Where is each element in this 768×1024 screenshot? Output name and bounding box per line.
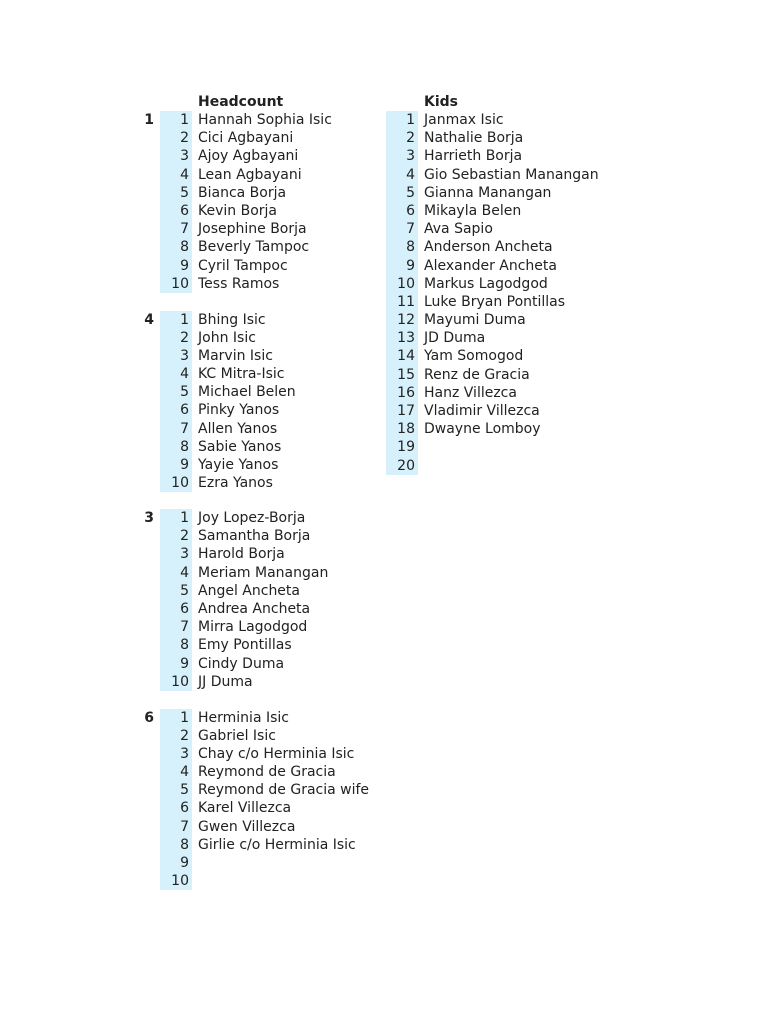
table-row	[0, 329, 768, 347]
row-number: 8	[386, 238, 418, 256]
group-number: 1	[144, 112, 154, 128]
kid-name: Janmax Isic	[424, 112, 504, 128]
table-row	[0, 763, 768, 781]
table-row	[0, 655, 768, 673]
kid-name: Mikayla Belen	[424, 202, 522, 219]
table-row	[0, 384, 768, 402]
kid-name: Alexander Ancheta	[424, 257, 557, 274]
row-number: 19	[386, 438, 418, 456]
table-row	[0, 836, 768, 854]
person-name: Reymond de Gracia wife	[198, 782, 370, 799]
person-name: John Isic	[198, 329, 256, 346]
kids-header: Kids	[424, 94, 459, 110]
person-name: Cindy Duma	[198, 655, 285, 672]
row-number: 10	[160, 872, 192, 890]
person-name: Marvin Isic	[198, 347, 273, 364]
table-row	[0, 474, 768, 492]
row-number: 14	[386, 347, 418, 365]
row-number: 7	[160, 420, 192, 438]
person-name: Mirra Lagodgod	[198, 619, 308, 636]
table-row	[0, 111, 768, 129]
kid-name: Renz de Gracia	[424, 366, 530, 383]
person-name: Angel Ancheta	[198, 582, 300, 599]
row-number: 2	[386, 129, 418, 147]
kid-name: Nathalie Borja	[424, 130, 524, 147]
row-number: 2	[160, 129, 192, 147]
row-number: 9	[160, 257, 192, 275]
table-row	[0, 220, 768, 238]
row-number: 7	[386, 220, 418, 238]
row-number: 18	[386, 420, 418, 438]
kid-name: Harrieth Borja	[424, 148, 523, 165]
row-number: 4	[160, 763, 192, 781]
row-number: 8	[160, 238, 192, 256]
table-row	[0, 257, 768, 275]
kid-name: Gio Sebastian Manangan	[424, 166, 599, 183]
row-number: 5	[160, 184, 192, 202]
headcount-group	[0, 709, 768, 891]
group-number: 6	[144, 709, 154, 726]
row-number: 9	[160, 854, 192, 872]
table-row	[0, 745, 768, 763]
table-row	[0, 366, 768, 384]
kid-name: Markus Lagodgod	[424, 275, 548, 292]
table-row	[0, 781, 768, 799]
table-row	[0, 509, 768, 527]
table-row	[0, 311, 768, 329]
person-name: Hannah Sophia Isic	[198, 112, 332, 128]
row-number: 5	[160, 582, 192, 600]
table-row	[0, 854, 768, 872]
kid-name: Vladimir Villezca	[424, 403, 540, 419]
person-name: Kevin Borja	[198, 202, 277, 219]
person-name: KC Mitra-Isic	[198, 366, 285, 383]
table-row	[0, 709, 768, 727]
table-row	[0, 636, 768, 654]
row-number: 3	[160, 347, 192, 365]
row-number: 6	[160, 202, 192, 220]
person-name: Chay c/o Herminia Isic	[198, 745, 355, 762]
person-name: Ezra Yanos	[198, 475, 273, 492]
table-row	[0, 600, 768, 618]
table-row	[0, 238, 768, 256]
table-row	[0, 673, 768, 691]
row-number: 7	[160, 818, 192, 836]
table-row	[0, 727, 768, 745]
person-name: Reymond de Gracia	[198, 764, 336, 781]
person-name: Karel Villezca	[198, 800, 292, 817]
row-number: 1	[386, 111, 418, 129]
row-number: 1	[160, 111, 192, 129]
group-number: 3	[144, 510, 154, 526]
person-name: Andrea Ancheta	[198, 600, 311, 617]
person-name: Meriam Manangan	[198, 564, 329, 581]
table-row	[0, 293, 768, 311]
person-name: Joy Lopez-Borja	[198, 510, 306, 526]
row-number: 10	[160, 275, 192, 293]
row-number: 3	[160, 545, 192, 563]
row-number: 1	[160, 311, 192, 329]
row-number: 1	[160, 509, 192, 527]
person-name: Allen Yanos	[198, 420, 278, 437]
person-name: Yayie Yanos	[198, 457, 279, 473]
person-name: Sabie Yanos	[198, 438, 282, 455]
table-row	[0, 129, 768, 147]
table-row	[0, 818, 768, 836]
person-name: Bianca Borja	[198, 184, 287, 201]
kid-name: Luke Bryan Pontillas	[424, 293, 566, 310]
row-number: 16	[386, 384, 418, 402]
kid-name: Anderson Ancheta	[424, 239, 553, 256]
row-number: 8	[160, 438, 192, 456]
person-name: JJ Duma	[198, 673, 253, 690]
table-row	[0, 457, 768, 475]
table-row	[0, 275, 768, 293]
kid-name: Hanz Villezca	[424, 384, 517, 401]
table-row	[0, 618, 768, 636]
row-number: 2	[160, 329, 192, 347]
table-row	[0, 420, 768, 438]
person-name: Bhing Isic	[198, 311, 266, 328]
person-name: Josephine Borja	[198, 221, 307, 238]
row-number: 10	[160, 673, 192, 691]
table-row	[0, 545, 768, 563]
row-number: 7	[160, 220, 192, 238]
person-name: Michael Belen	[198, 384, 296, 401]
kid-name: Gianna Manangan	[424, 184, 552, 201]
person-name: Cici Agbayani	[198, 130, 294, 147]
person-name: Gwen Villezca	[198, 818, 296, 835]
row-number: 11	[386, 293, 418, 311]
row-number: 6	[160, 600, 192, 618]
row-number: 17	[386, 402, 418, 420]
row-number: 3	[386, 147, 418, 165]
table-row	[0, 166, 768, 184]
row-number: 6	[386, 202, 418, 220]
row-number: 20	[386, 457, 418, 475]
person-name: Tess Ramos	[198, 275, 280, 292]
table-row	[0, 872, 768, 890]
person-name: Pinky Yanos	[198, 402, 280, 419]
row-number: 2	[160, 527, 192, 545]
kid-name: Yam Somogod	[424, 348, 524, 365]
table-row	[0, 564, 768, 582]
person-name: Ajoy Agbayani	[198, 148, 299, 165]
row-number: 5	[160, 383, 192, 401]
person-name: Lean Agbayani	[198, 166, 302, 183]
row-number: 5	[386, 184, 418, 202]
table-row	[0, 438, 768, 456]
row-number: 1	[160, 709, 192, 727]
row-number: 8	[160, 836, 192, 854]
row-number: 9	[386, 257, 418, 275]
row-number: 5	[160, 781, 192, 799]
row-number: 3	[160, 147, 192, 165]
table-row	[0, 527, 768, 545]
row-number: 3	[160, 745, 192, 763]
person-name: Beverly Tampoc	[198, 239, 310, 256]
kid-name: JD Duma	[424, 330, 486, 347]
row-number: 10	[386, 275, 418, 293]
table-row	[0, 347, 768, 365]
table-row	[0, 147, 768, 165]
person-name: Girlie c/o Herminia Isic	[198, 836, 356, 853]
table-row	[0, 582, 768, 600]
table-row	[0, 184, 768, 202]
person-name: Harold Borja	[198, 546, 285, 563]
row-number: 12	[386, 311, 418, 329]
row-number: 15	[386, 366, 418, 384]
person-name: Gabriel Isic	[198, 727, 276, 744]
person-name: Samantha Borja	[198, 528, 311, 545]
group-number: 4	[144, 311, 154, 328]
headcount-header: Headcount	[198, 94, 284, 110]
kid-name: Mayumi Duma	[424, 312, 526, 329]
row-number: 2	[160, 727, 192, 745]
row-number: 4	[160, 365, 192, 383]
row-number: 4	[160, 166, 192, 184]
table-row	[0, 202, 768, 220]
row-number: 7	[160, 618, 192, 636]
person-name: Cyril Tampoc	[198, 257, 288, 274]
kid-name: Ava Sapio	[424, 221, 493, 238]
row-number: 10	[160, 474, 192, 492]
row-number: 13	[386, 329, 418, 347]
kids-list	[0, 111, 768, 475]
person-name: Emy Pontillas	[198, 637, 292, 654]
kid-name: Dwayne Lomboy	[424, 421, 541, 438]
person-name: Herminia Isic	[198, 709, 289, 726]
row-number: 9	[160, 456, 192, 474]
row-number: 6	[160, 799, 192, 817]
row-number: 4	[160, 564, 192, 582]
row-number: 8	[160, 636, 192, 654]
row-number: 6	[160, 401, 192, 419]
headcount-group	[0, 509, 768, 691]
table-row	[0, 402, 768, 420]
row-number: 4	[386, 166, 418, 184]
row-number: 9	[160, 655, 192, 673]
table-row	[0, 799, 768, 817]
